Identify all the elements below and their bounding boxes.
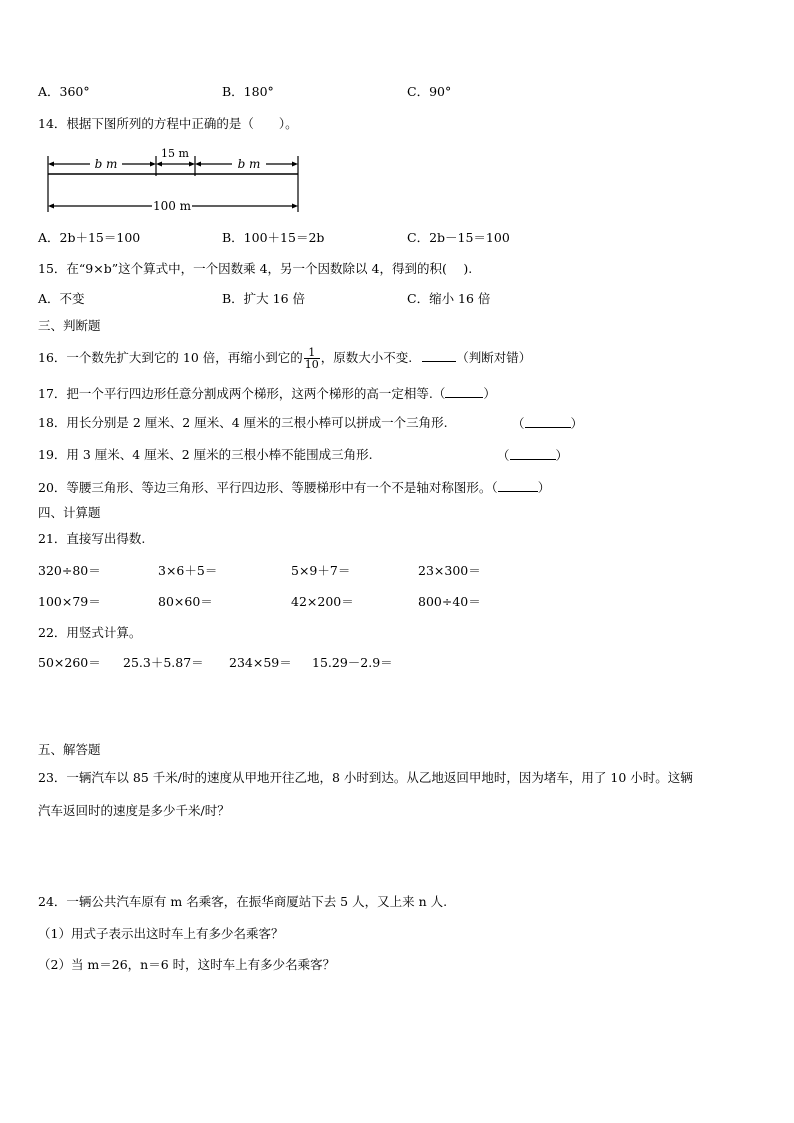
q18-answer <box>512 415 583 432</box>
q22-item-3: 234×59＝ <box>229 655 292 670</box>
q15-stem: 15．在“9×b”这个算式中，一个因数乘 4，另一个因数除以 4，得到的积( ). <box>38 261 473 276</box>
q13-option-b: B．180° <box>222 84 274 99</box>
section-3-title: 三、判断题 <box>38 318 101 333</box>
q17 <box>38 385 496 402</box>
q17-paren-close: ） <box>483 386 496 401</box>
q20-text: 20．等腰三角形、等边三角形、平行四边形、等腰梯形中有一个不是轴对称图形。 <box>38 480 492 495</box>
q21-r1-c4: 23×300＝ <box>418 563 481 578</box>
q14-total-label: 100 m <box>152 199 192 213</box>
q19-answer-blank[interactable] <box>510 447 556 460</box>
q19-answer <box>497 447 568 464</box>
q21-r2-c3: 42×200＝ <box>291 594 354 609</box>
q13-option-a: A．360° <box>38 84 90 99</box>
q14-left-label: b m <box>94 157 118 171</box>
q21-stem: 21．直接写出得数. <box>38 531 146 546</box>
q17-text: 17．把一个平行四边形任意分割成两个梯形，这两个梯形的高一定相等. <box>38 386 433 401</box>
q20-paren-open: （ <box>491 480 498 495</box>
q19-paren-open: （ <box>497 448 510 463</box>
q17-answer-blank[interactable] <box>445 385 483 398</box>
q14-option-c: C．2b－15＝100 <box>407 230 510 245</box>
q20 <box>38 479 550 496</box>
q14-option-a: A．2b＋15＝100 <box>38 230 141 245</box>
q22-item-2: 25.3＋5.87＝ <box>123 655 204 670</box>
q18-answer-blank[interactable] <box>525 415 571 428</box>
q24-stem: 24．一辆公共汽车原有 m 名乘客，在振华商厦站下去 5 人，又上来 n 人. <box>38 894 448 909</box>
q21-r2-c4: 800÷40＝ <box>418 594 481 609</box>
q19-paren-close: ） <box>555 448 569 463</box>
q14-stem: 14．根据下图所列的方程中正确的是（ ）。 <box>38 116 298 131</box>
section-4-title: 四、计算题 <box>38 505 101 520</box>
q15-option-a: A．不变 <box>38 291 85 306</box>
q21-r1-c2: 3×6＋5＝ <box>158 563 218 578</box>
q20-paren-close: ） <box>537 480 551 495</box>
q20-answer-blank[interactable] <box>498 479 538 492</box>
q14-option-b: B．100＋15＝2b <box>222 230 325 245</box>
q16-frac-den: 10 <box>304 358 319 371</box>
q19 <box>38 447 373 463</box>
q14-middle-label: 15 m <box>161 147 189 160</box>
q13-option-c: C．90° <box>407 84 452 99</box>
q22-item-4: 15.29－2.9＝ <box>312 655 393 670</box>
q19-text: 19．用 3 厘米、4 厘米、2 厘米的三根小棒不能围成三角形. <box>38 447 373 462</box>
q22-item-1: 50×260＝ <box>38 655 101 670</box>
q16-tail: （判断对错） <box>456 350 532 365</box>
q17-paren-open: （ <box>432 386 446 401</box>
q16-answer-blank[interactable] <box>422 349 456 362</box>
q18-paren-close: ） <box>570 416 584 431</box>
q18 <box>38 415 448 431</box>
q16-before: 16．一个数先扩大到它的 10 倍，再缩小到它的 <box>38 350 303 365</box>
q18-text: 18．用长分别是 2 厘米、2 厘米、4 厘米的三根小棒可以拼成一个三角形. <box>38 415 448 430</box>
q15-option-c: C．缩小 16 倍 <box>407 291 491 306</box>
q16-fraction <box>304 347 320 370</box>
q14-right-label: b m <box>237 157 261 171</box>
q21-r1-c1: 320÷80＝ <box>38 563 101 578</box>
q14-line-diagram <box>40 144 320 219</box>
q21-r2-c1: 100×79＝ <box>38 594 101 609</box>
q23-line-2: 汽车返回时的速度是多少千米/时？ <box>38 803 230 818</box>
q24-sub-2: （2）当 m＝26，n＝6 时，这时车上有多少名乘客？ <box>38 957 336 972</box>
q18-paren-open: （ <box>512 416 525 431</box>
q16 <box>38 347 531 370</box>
q24-sub-1: （1）用式子表示出这时车上有多少名乘客？ <box>38 926 284 941</box>
section-5-title: 五、解答题 <box>38 742 101 757</box>
q16-after: ，原数大小不变. <box>320 350 413 365</box>
q21-r2-c2: 80×60＝ <box>158 594 213 609</box>
q16-frac-num: 1 <box>304 347 320 359</box>
q22-stem: 22．用竖式计算。 <box>38 625 142 640</box>
q15-option-b: B．扩大 16 倍 <box>222 291 306 306</box>
q23-line-1: 23．一辆汽车以 85 千米/时的速度从甲地开往乙地，8 小时到达。从乙地返回甲地时，因为堵车，用了 10 小时。这辆 <box>38 770 693 785</box>
q21-r1-c3: 5×9＋7＝ <box>291 563 351 578</box>
